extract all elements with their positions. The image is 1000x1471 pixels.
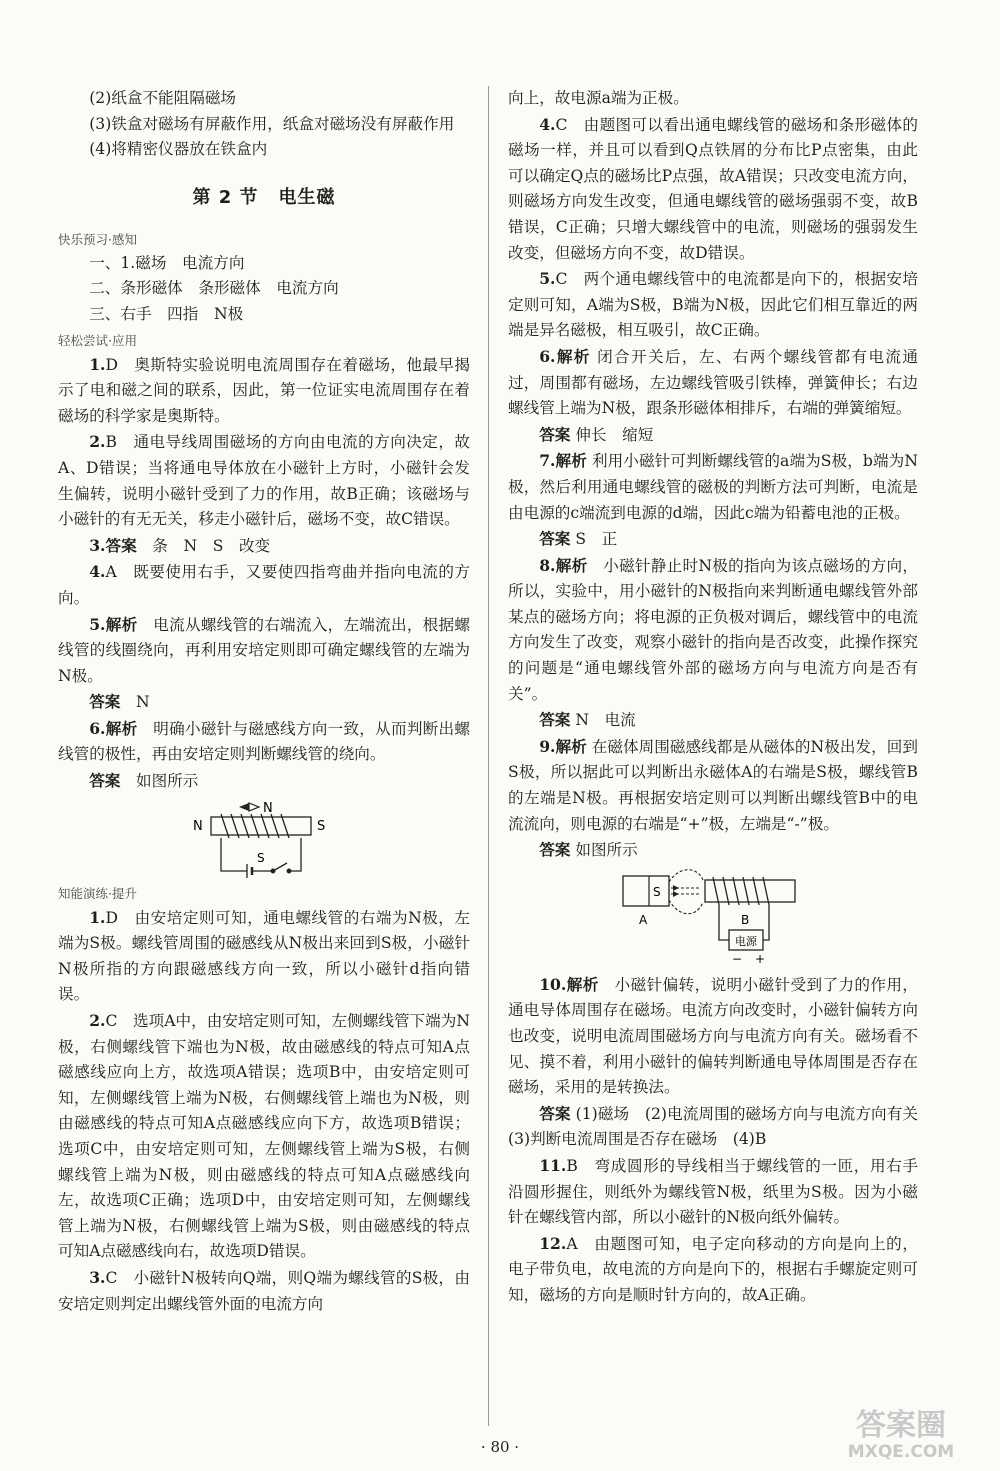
subsection-heading: 轻松尝试·应用: [58, 332, 137, 348]
answer-item: [508, 344, 918, 422]
item-text: 通电导线周围磁场的方向由电流的方向决定，故A、D错误；当将通电导体放在小磁针上方时，小磁针会发生偏转，说明小磁针受到了力的作用，故B正确；该磁场与小磁针的有无无关，移走小磁针后，磁场不变，故C错误。: [58, 433, 470, 529]
item-number: 4.: [539, 114, 556, 134]
minus-terminal-label: −: [732, 951, 743, 966]
intro-line: (4)将精密仪器放在铁盒内: [89, 140, 268, 159]
item-number: 9.: [539, 736, 556, 756]
answer-text: 如图所示: [570, 841, 638, 860]
item-choice: C: [555, 270, 568, 289]
answer-label: 答案: [539, 1103, 571, 1123]
answer-item: [58, 716, 470, 768]
item-text: 明确小磁针与磁感线方向一致，从而判断出螺线管的极性，再由安培定则判断螺线管的绕向。: [58, 719, 470, 764]
item-label: 解析: [566, 974, 599, 994]
answer-text: N: [120, 693, 150, 712]
answer-line: [508, 837, 918, 864]
item-choice: C: [105, 1268, 118, 1287]
item-label: 解析: [555, 736, 587, 756]
answer-line: [58, 768, 470, 795]
field-arrow-icon: [673, 885, 679, 897]
item-number: 5.: [539, 269, 556, 289]
magnet-s-label: S: [653, 884, 661, 899]
answer-text: 如图所示: [120, 772, 199, 791]
solenoid-b-label: B: [741, 912, 750, 927]
answer-item: [58, 533, 470, 560]
item-choice: C: [555, 115, 568, 134]
item-label: 解析: [555, 346, 591, 366]
column-divider: [488, 86, 489, 1426]
item-text: 选项A中，由安培定则可知，左侧螺线管下端为N极，右侧螺线管下端也为N极，故由磁感线的特点可知A点磁感线应向上方，故选项A错误；选项B中，由安培定则可知，左侧螺线管上端为N极，右侧螺线管上端也为N极，则由磁感线的特点可知A点磁感线应向下方，故选项B错误；选项C中，由安培定则可知，左侧螺线管上端为S极，右侧螺线管上端为N极，则由磁感线的特点可知A点磁感线向左，故选项C正确；选项D中，由安培定则可知，左侧螺线管上端为N极，右侧螺线管上端为S极，则由磁感线的特点可知A点磁感线向右，故选项D错误。: [58, 1012, 470, 1261]
item-label: 解析: [105, 718, 138, 738]
answer-label: 答案: [539, 710, 571, 730]
item-text: 既要使用右手，又要使四指弯曲并指向电流的方向。: [58, 563, 470, 607]
item-number: 8.: [539, 555, 556, 575]
answer-item: [508, 448, 918, 526]
item-text: 利用小磁针可判断螺线管的a端为S极，b端为N极，然后利用通电螺线管的磁极的判断方法可判断，电流是由电源的c端流到电源的d端，因此c端为铅蓄电池的正极。: [508, 452, 918, 522]
solenoid-s-label: S: [317, 818, 326, 834]
item-text: 在磁体周围磁感线都是从磁体的N极出发，回到S极，所以据此可以判断出永磁体A的右端是S极，螺线管B的左端是N极。再根据安培定则可以判断出螺线管B中的电流流向，则电源的右端是“+”极，左端是“-”极。: [508, 737, 918, 833]
item-choice: D: [105, 908, 118, 927]
subsection-heading: 快乐预习·感知: [58, 231, 137, 247]
item-number: 6.: [539, 346, 556, 366]
item-label: 解析: [555, 451, 587, 471]
answer-label: 答案: [539, 840, 571, 860]
answer-item: [508, 553, 918, 708]
plus-terminal-label: +: [755, 951, 766, 966]
item-number: 7.: [539, 451, 556, 471]
answer-item: [508, 266, 918, 344]
solenoid-b-core: [705, 880, 795, 902]
answer-label: 答案: [539, 529, 571, 549]
left-column: [58, 86, 470, 1317]
item-choice: C: [105, 1012, 118, 1031]
item-label: 解析: [105, 614, 138, 634]
item-number: 2.: [89, 1011, 106, 1031]
answer-line: [508, 422, 918, 449]
answer-item: [508, 972, 918, 1101]
item-number: 5.: [89, 614, 106, 634]
answer-line: [508, 1101, 934, 1153]
answer-item: [508, 1153, 918, 1231]
item-text: 由题图可以看出通电螺线管的磁场和条形磁体的磁场一样，并且可以看到Q点铁屑的分布比P点密集，由此可以确定Q点的磁场比P点强，故A错误；只改变电流方向，则磁场方向发生改变，但通电螺线管的磁场强弱不变，故B错误，C正确；只增大螺线管中的电流，则磁场的强弱发生改变，但磁场方向不变，故D错误。: [508, 115, 918, 262]
answer-label: 答案: [89, 692, 121, 712]
item-number: 3.: [89, 535, 106, 555]
answer-line: [508, 526, 918, 553]
coil-windings: [713, 877, 769, 905]
answer-item: [58, 905, 470, 1008]
item-text: 两个通电螺线管中的电流都是向下的，根据安培定则可知，A端为S极，B端为N极，因此它们相互靠近的两端是异名磁极，相互吸引，故C正确。: [508, 270, 918, 340]
item-choice: B: [105, 433, 117, 452]
answer-item: [58, 429, 470, 532]
item-number: 3.: [89, 1267, 106, 1287]
item-number: 1.: [89, 354, 106, 374]
item-number: 6.: [89, 718, 106, 738]
watermark-logo: [826, 1401, 976, 1463]
item-number: 10.: [539, 974, 567, 994]
answer-line: [508, 707, 918, 734]
answer-line: [58, 689, 470, 716]
answer-item: [58, 352, 470, 430]
section-name: 电生磁: [278, 186, 336, 208]
answer-item: [508, 734, 918, 837]
item-text: 条 N S 改变: [136, 536, 271, 555]
answer-label: 答案: [89, 771, 121, 791]
answer-text: (1)磁场 (2)电流周围的磁场方向与电流方向有关 (3)判断电流周围是否存在磁场 (4)B: [508, 1104, 934, 1149]
item-label: 解析: [555, 555, 588, 575]
right-column: [508, 86, 934, 1309]
item-label: 答案: [105, 535, 137, 555]
answer-text: N 电流: [570, 711, 636, 730]
intro-line: (2)纸盒不能阻隔磁场: [89, 89, 237, 107]
watermark-url: MXQE.COM: [847, 1442, 955, 1462]
item-choice: A: [566, 1234, 578, 1253]
item-text: 奥斯特实验说明电流周围存在着磁场，他最早揭示了电和磁之间的联系，因此，第一位证实电流周围存在着磁场的科学家是奥斯特。: [58, 355, 470, 425]
answer-item: [58, 1265, 470, 1317]
compass-needle-icon: [239, 803, 259, 811]
item-text: 弯成圆形的导线相当于螺线管的一匝，用右手沿圆形握住，则纸外为螺线管N极，纸里为S极。因为小磁针在螺线管内部，所以小磁针的N极向纸外偏转。: [508, 1156, 918, 1227]
item-text: 由安培定则可知，通电螺线管的右端为N极，左端为S极。螺线管周围的磁感线从N极出来回到S极，小磁针N极所指的方向跟磁感线方向一致，所以小磁针d指向错误。: [58, 908, 470, 1004]
item-choice: B: [566, 1156, 578, 1175]
item-choice: D: [105, 355, 118, 374]
power-source-label: 电源: [735, 934, 757, 948]
subsection-heading: 知能演练·提升: [58, 885, 137, 901]
permanent-magnet-a: [623, 876, 669, 906]
item-number: 12.: [539, 1233, 567, 1253]
solenoid-figure: [189, 799, 339, 879]
item-number: 2.: [89, 432, 106, 452]
needle-n-label: N: [263, 800, 273, 816]
watermark-title: 答案圈: [856, 1408, 946, 1443]
item-text: 电流从螺线管的右端流入，左端流出，根据螺线管的线圈绕向，再利用安培定则即可确定螺线管的左端为N极。: [58, 615, 470, 685]
preview-line: 二、条形磁体 条形磁体 电流方向: [89, 279, 339, 298]
magnet-a-label: A: [639, 912, 648, 927]
section-title: [58, 183, 470, 209]
item-text: 小磁针N极转向Q端，则Q端为螺线管的S极，由安培定则判定出螺线管外面的电流方向: [58, 1268, 470, 1313]
preview-line: 一、1.磁场 电流方向: [89, 253, 245, 272]
answer-item: [58, 612, 470, 690]
item-text: 小磁针偏转，说明小磁针受到了力的作用，通电导体周围存在磁场。电流方向改变时，小磁针偏转方向也改变，说明电流周围磁场方向与电流方向有关。磁场看不见、摸不着，利用小磁针的偏转判断通电导体周围是否存在磁场，采用的是转换法。: [508, 975, 918, 1097]
answer-item: [508, 112, 918, 267]
item-number: 1.: [89, 907, 106, 927]
item-text: 由题图可知，电子定向移动的方向是向上的，电子带负电，故电流的方向是向下的，根据右手螺旋定则可知，磁场的方向是顺时针方向的，故A正确。: [508, 1234, 918, 1304]
item-number: 4.: [89, 562, 106, 582]
answer-item: [508, 1231, 918, 1309]
item-choice: A: [105, 563, 117, 582]
solenoid-core: [211, 817, 311, 835]
answer-item: [58, 1008, 470, 1265]
magnet-solenoid-figure: [613, 868, 813, 968]
answer-text: 伸长 缩短: [570, 425, 654, 444]
answer-item: [58, 559, 470, 611]
item-text: 小磁针静止时N极的指向为该点磁场的方向，所以，实验中，用小磁针的N极指向来判断通电螺线管外部某点的磁场方向；将电源的正负极对调后，螺线管中的电流方向发生了改变，观察小磁针的指向是否改变，此操作探究的问题是“通电螺线管外部的磁场方向与电流方向是否有关”。: [508, 556, 918, 703]
solenoid-n-label: N: [193, 818, 203, 834]
answer-text: S 正: [570, 530, 618, 549]
answer-label: 答案: [539, 424, 571, 444]
switch-label: S: [257, 850, 265, 865]
intro-line: (3)铁盒对磁场有屏蔽作用，纸盒对磁场没有屏蔽作用: [89, 114, 455, 133]
continued-text: 向上，故电源a端为正极。: [508, 89, 689, 107]
item-text: 闭合开关后，左、右两个螺线管都有电流通过，周围都有磁场，左边螺线管吸引铁棒，弹簧伸长；右边螺线管上端为N极，跟条形磁体相排斥，右端的弹簧缩短。: [508, 347, 918, 418]
page-number: · 80 ·: [480, 1438, 520, 1456]
item-number: 11.: [539, 1155, 567, 1175]
section-number: 第 2 节: [192, 186, 259, 208]
preview-line: 三、右手 四指 N极: [89, 304, 244, 323]
